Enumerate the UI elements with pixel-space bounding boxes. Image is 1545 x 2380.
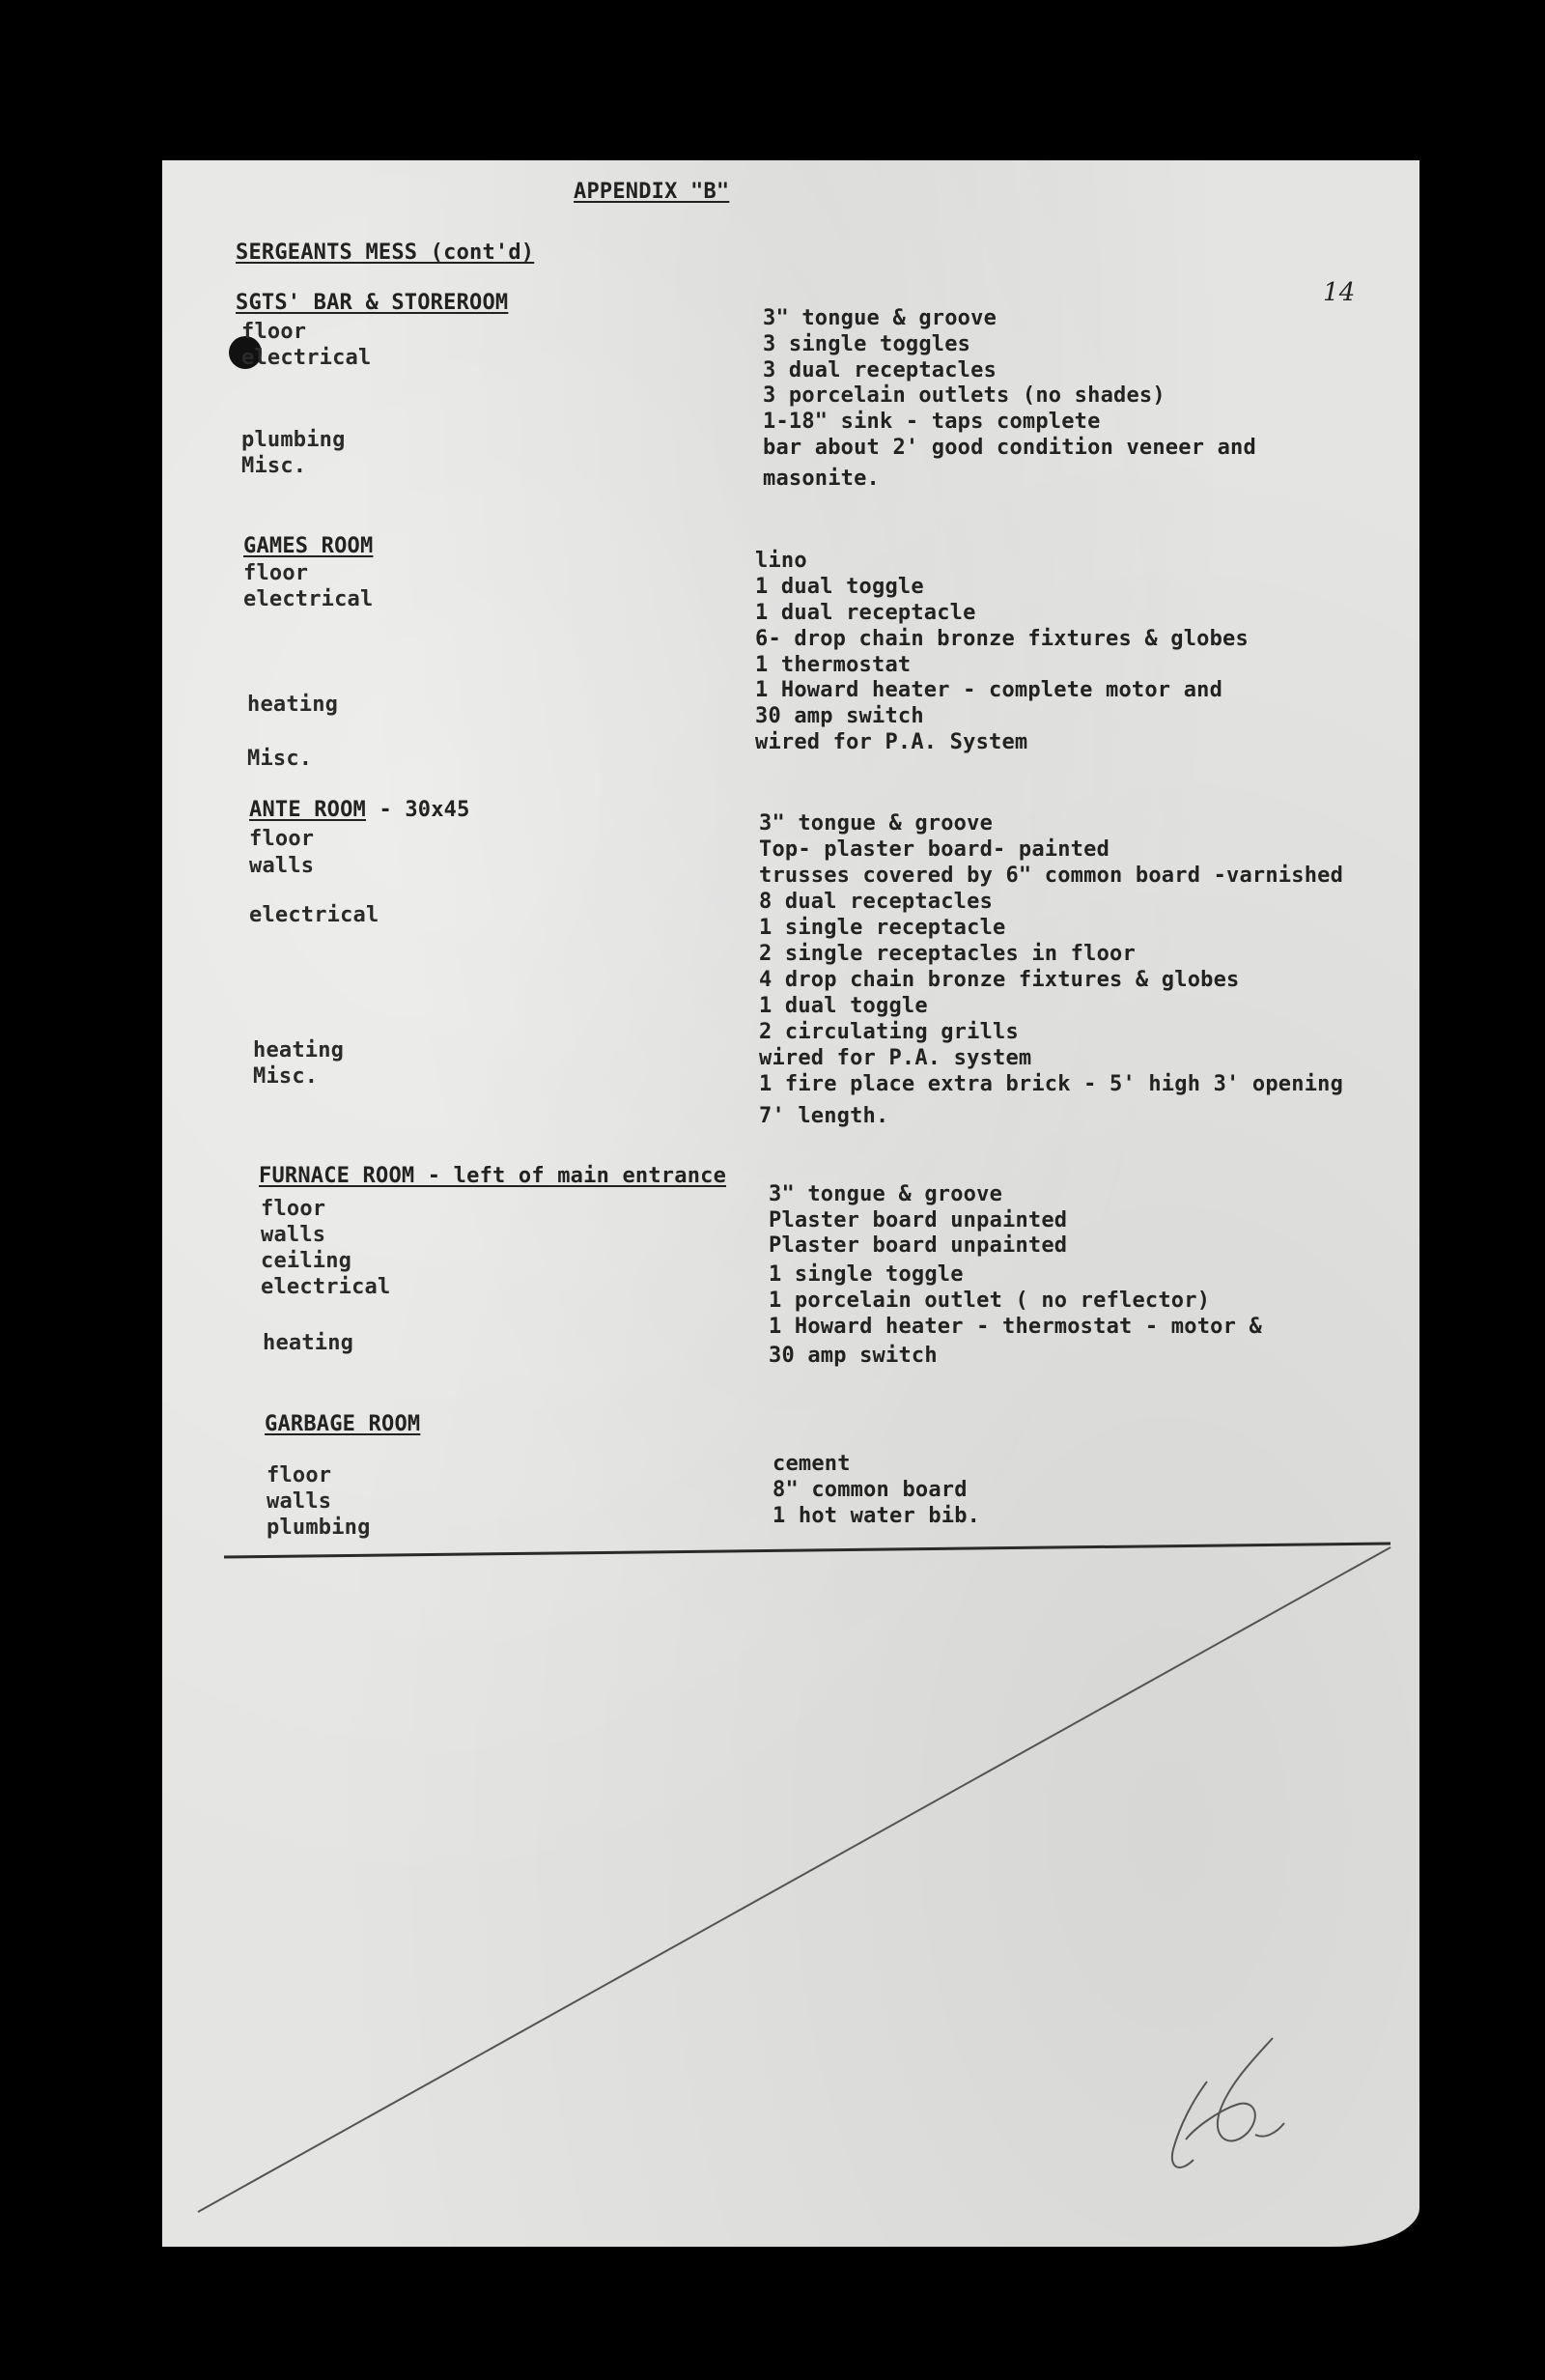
- label-floor: floor: [249, 827, 315, 851]
- item: cement: [772, 1452, 851, 1476]
- page-number: 14: [1323, 278, 1356, 307]
- item: bar about 2' good condition veneer and: [763, 436, 1256, 460]
- item: 1 single receptacle: [759, 916, 1006, 940]
- label-walls: walls: [261, 1223, 326, 1247]
- item: 30 amp switch: [755, 704, 924, 728]
- label-electrical: electrical: [249, 903, 379, 927]
- label-floor: floor: [261, 1197, 326, 1221]
- section-title-furnace-room: FURNACE ROOM - left of main entrance: [259, 1164, 727, 1188]
- item: 1 porcelain outlet ( no reflector): [769, 1289, 1211, 1313]
- label-electrical: electrical: [261, 1275, 391, 1299]
- label-heating: heating: [247, 693, 339, 717]
- cancellation-diagonal-line: [198, 1547, 1390, 2212]
- label-heating: heating: [253, 1038, 345, 1062]
- item: 1 Howard heater - complete motor and: [755, 678, 1223, 702]
- item: 2 single receptacles in floor: [759, 942, 1136, 966]
- label-ceiling: ceiling: [261, 1249, 352, 1273]
- item: 7' length.: [759, 1104, 889, 1128]
- item: 4 drop chain bronze fixtures & globes: [759, 968, 1240, 992]
- document-title: APPENDIX "B": [574, 180, 730, 204]
- label-floor: floor: [267, 1463, 332, 1488]
- item: 2 circulating grills: [759, 1020, 1019, 1044]
- document-heading: SERGEANTS MESS (cont'd): [236, 241, 535, 265]
- item: Plaster board unpainted: [769, 1233, 1068, 1258]
- item: 1 hot water bib.: [772, 1504, 981, 1528]
- item: 1 Howard heater - thermostat - motor &: [769, 1315, 1262, 1339]
- item: masonite.: [763, 467, 881, 491]
- item: wired for P.A. System: [755, 730, 1028, 754]
- item: 3" tongue & groove: [763, 306, 997, 330]
- section-name: ANTE ROOM: [249, 798, 367, 822]
- item: 3 single toggles: [763, 332, 971, 356]
- item: 3 dual receptacles: [763, 358, 997, 382]
- item: lino: [755, 549, 807, 573]
- item: 1 single toggle: [769, 1262, 964, 1287]
- item: 3" tongue & groove: [759, 811, 994, 836]
- item: 6- drop chain bronze fixtures & globes: [755, 627, 1249, 651]
- label-floor: floor: [241, 320, 307, 344]
- section-title-sgts-bar: SGTS' BAR & STOREROOM: [236, 291, 509, 315]
- label-misc: Misc.: [241, 454, 307, 478]
- item: Plaster board unpainted: [769, 1208, 1068, 1232]
- item: 8" common board: [772, 1478, 968, 1502]
- label-misc: Misc.: [253, 1064, 319, 1089]
- item: 1 dual toggle: [759, 994, 928, 1018]
- item: 3" tongue & groove: [769, 1182, 1003, 1206]
- item: wired for P.A. system: [759, 1046, 1032, 1070]
- item: 1 dual toggle: [755, 575, 924, 599]
- item: 3 porcelain outlets (no shades): [763, 383, 1166, 408]
- label-electrical: electrical: [241, 346, 372, 370]
- section-dimensions: - 30x45: [366, 798, 470, 822]
- section-title-garbage-room: GARBAGE ROOM: [265, 1412, 421, 1436]
- label-electrical: electrical: [243, 587, 374, 611]
- item: 1-18" sink - taps complete: [763, 410, 1101, 434]
- initials-signature: [1172, 2038, 1284, 2168]
- item: 1 dual receptacle: [755, 601, 976, 625]
- section-title-games-room: GAMES ROOM: [243, 534, 374, 558]
- label-walls: walls: [249, 854, 315, 878]
- item: 1 fire place extra brick - 5' high 3' opening: [759, 1072, 1344, 1096]
- item: 30 amp switch: [769, 1344, 938, 1368]
- label-walls: walls: [267, 1489, 332, 1514]
- label-floor: floor: [243, 561, 309, 585]
- label-heating: heating: [263, 1331, 354, 1355]
- item: 8 dual receptacles: [759, 890, 994, 914]
- item: Top- plaster board- painted: [759, 837, 1110, 862]
- label-plumbing: plumbing: [267, 1516, 371, 1540]
- closing-rule: [224, 1544, 1390, 1557]
- label-plumbing: plumbing: [241, 428, 346, 452]
- label-misc: Misc.: [247, 747, 313, 771]
- item: trusses covered by 6" common board -varnished: [759, 864, 1344, 888]
- item: 1 thermostat: [755, 653, 912, 677]
